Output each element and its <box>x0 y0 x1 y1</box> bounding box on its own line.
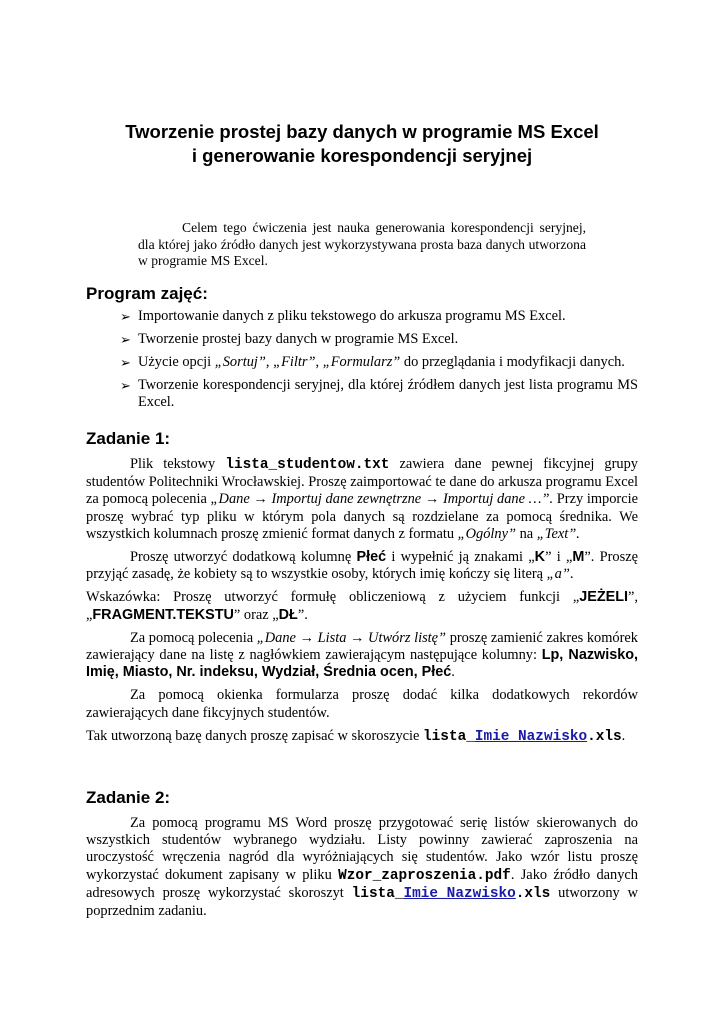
list-item <box>120 331 638 348</box>
zadanie2-heading: Zadanie 2: <box>86 788 171 807</box>
bullet-arrow-icon: ➢ <box>120 309 131 324</box>
title-line-2: i generowanie korespondencji seryjnej <box>191 145 533 166</box>
filename-text: lista_studentow.txt <box>225 457 390 473</box>
list-item <box>120 377 638 411</box>
zadanie1-paragraph-1: Plik tekstowy lista_studentow.txt zawiera dane pewnej fikcyjnej grupy studentów Politechniki Wrocławskiej. Proszę zaimportować te dane do arkusza programu Excel za pomocą polecenia „Dane → Importuj dane zewnętrzne → Importuj dane …”. Przy imporcie proszę wybrać typ pliku w którym pola danych są rozdzielane za pomocą średnika. We wszystkich kolumnach proszę zmienić format danych z formatu „Ogólny” na „Text”. <box>86 456 638 542</box>
list-item-text: Tworzenie korespondencji seryjnej, dla której źródłem danych jest lista programu MS Excel. <box>138 377 638 410</box>
zadanie1-paragraph-6: Tak utworzoną bazę danych proszę zapisać w skoroszycie lista_Imie_Nazwisko.xls. <box>86 727 626 745</box>
zadanie2-paragraph-1: Za pomocą programu MS Word proszę przygotować serię listów skierowanych do wszystkich studentów wybranego wydziału. Listy powinny zawierać zaproszenia na uroczystość wręczenia nagród dla wyróżniających się studentów. Jako wzór listu proszę wykorzystać dokument zapisany w pliku Wzor_zaproszenia.pdf. Jako źródło danych adresowych proszę wykorzystać skoroszyt lista_Imie_Nazwisko.xls utworzony w poprzednim zadaniu. <box>86 815 638 920</box>
zadanie1-paragraph-5: Za pomocą okienka formularza proszę dodać kilka dodatkowych rekordów zawierających dane fikcyjnych studentów. <box>86 687 638 721</box>
zadanie1-hint: Wskazówka: Proszę utworzyć formułę obliczeniową z użyciem funkcji „JEŻELI”, „FRAGMENT.TEKSTU” oraz „DŁ”. <box>86 589 638 623</box>
list-item <box>120 354 638 371</box>
bullet-arrow-icon: ➢ <box>120 355 131 370</box>
list-item-text: Użycie opcji „Sortuj”, „Filtr”, „Formularz” do przeglądania i modyfikacji danych. <box>138 354 625 370</box>
title-line-1: Tworzenie prostej bazy danych w programie MS Excel <box>125 121 599 142</box>
list-item <box>120 308 638 325</box>
list-item-text: Importowanie danych z pliku tekstowego do arkusza programu MS Excel. <box>138 308 566 324</box>
list-item-text: Tworzenie prostej bazy danych w programie MS Excel. <box>138 331 459 347</box>
zadanie1-paragraph-4: Za pomocą polecenia „Dane → Lista → Utwórz listę” proszę zamienić zakres komórek zawierający dane na listę z nagłówkiem zawierającym następujące kolumny: Lp, Nazwisko, Imię, Miasto, Nr. indeksu, Wydział, Średnia ocen, Płeć. <box>86 629 639 681</box>
bullet-arrow-icon: ➢ <box>120 332 131 347</box>
program-heading: Program zajęć: <box>86 284 208 303</box>
zadanie1-body <box>86 456 638 746</box>
filename-text: Wzor_zaproszenia.pdf <box>338 867 511 884</box>
zadanie1-heading: Zadanie 1: <box>86 429 171 448</box>
zadanie2-body <box>86 815 638 920</box>
document-title <box>86 120 638 168</box>
program-list <box>120 308 638 417</box>
zadanie1-paragraph-2: Proszę utworzyć dodatkową kolumnę Płeć i wypełnić ją znakami „K” i „M”. Proszę przyjąć zasadę, że kobiety są to wszystkie osoby, których imię kończy się literą „a”. <box>86 549 639 583</box>
bullet-arrow-icon: ➢ <box>120 378 131 393</box>
intro-paragraph: Celem tego ćwiczenia jest nauka generowania korespondencji seryjnej, dla której jako źródło danych jest wykorzystywana prosta baza danych utworzona w programie MS Excel. <box>138 220 586 268</box>
